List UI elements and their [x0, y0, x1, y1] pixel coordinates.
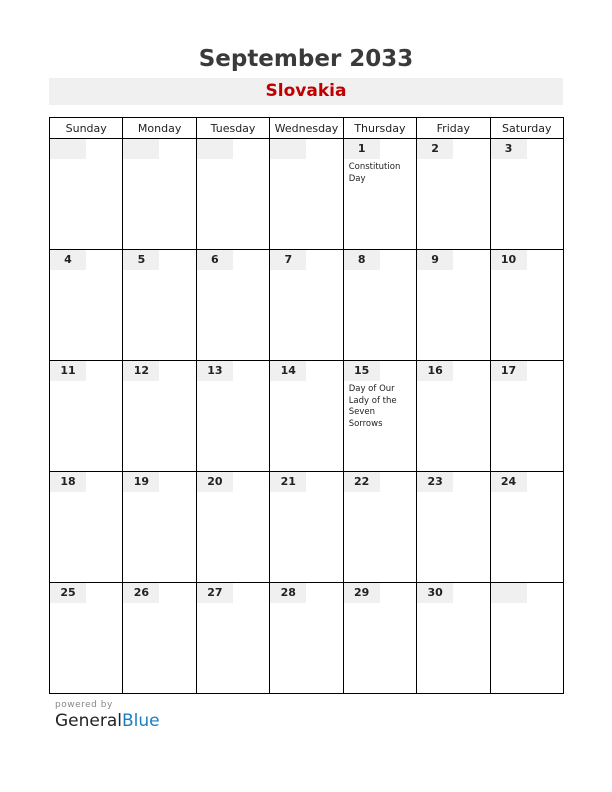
- day-number: 10: [491, 250, 527, 270]
- day-number: 6: [197, 250, 233, 270]
- day-number: 27: [197, 583, 233, 603]
- day-number: [491, 583, 527, 603]
- day-cell: [123, 361, 196, 472]
- day-number: 29: [344, 583, 380, 603]
- week-row: [50, 250, 564, 361]
- brand-blue: Blue: [122, 711, 160, 731]
- day-cell: [196, 250, 269, 361]
- day-cell: [490, 250, 563, 361]
- week-row: [50, 139, 564, 250]
- day-number: 16: [417, 361, 453, 381]
- day-cell: [196, 583, 269, 694]
- day-number: 14: [270, 361, 306, 381]
- day-cell: [123, 250, 196, 361]
- day-number: 1: [344, 139, 380, 159]
- empty-cell: [50, 139, 123, 250]
- day-cell: [270, 361, 343, 472]
- day-cell: [196, 361, 269, 472]
- day-number: 23: [417, 472, 453, 492]
- day-cell: [50, 250, 123, 361]
- weekday-sunday: Sunday: [50, 118, 123, 139]
- day-cell: [490, 472, 563, 583]
- day-number: 28: [270, 583, 306, 603]
- empty-cell: [270, 139, 343, 250]
- weekday-saturday: Saturday: [490, 118, 563, 139]
- day-number: 13: [197, 361, 233, 381]
- holiday-label: Day of Our Lady of the Seven Sorrows: [348, 384, 397, 429]
- day-number: 7: [270, 250, 306, 270]
- day-number: 17: [491, 361, 527, 381]
- empty-cell: [123, 139, 196, 250]
- day-cell: [270, 583, 343, 694]
- day-cell: [270, 472, 343, 583]
- day-number: 21: [270, 472, 306, 492]
- generalblue-logo[interactable]: [55, 711, 160, 731]
- week-row: [50, 472, 564, 583]
- day-number: [270, 139, 306, 159]
- empty-cell: [490, 583, 563, 694]
- day-number: 5: [123, 250, 159, 270]
- day-cell: [490, 139, 563, 250]
- day-cell: [196, 472, 269, 583]
- day-number: 9: [417, 250, 453, 270]
- day-number: 26: [123, 583, 159, 603]
- day-number: 3: [491, 139, 527, 159]
- footer: [55, 700, 160, 731]
- day-cell: [417, 472, 490, 583]
- day-number: 12: [123, 361, 159, 381]
- day-cell: [50, 583, 123, 694]
- weekday-friday: Friday: [417, 118, 490, 139]
- weekday-wednesday: Wednesday: [270, 118, 343, 139]
- day-cell: [123, 472, 196, 583]
- day-number: 30: [417, 583, 453, 603]
- day-cell: [417, 361, 490, 472]
- day-number: 4: [50, 250, 86, 270]
- week-row: [50, 361, 564, 472]
- page-title: September 2033: [198, 46, 414, 72]
- day-number: [123, 139, 159, 159]
- holiday-label: Constitution Day: [348, 162, 401, 184]
- powered-by-text: powered by: [55, 700, 113, 710]
- day-number: 22: [344, 472, 380, 492]
- day-number: 15: [344, 361, 380, 381]
- day-cell: [343, 250, 416, 361]
- day-cell: [490, 361, 563, 472]
- day-number: [197, 139, 233, 159]
- weekday-monday: Monday: [123, 118, 196, 139]
- day-cell: [270, 250, 343, 361]
- country-label: Slovakia: [49, 78, 563, 105]
- day-number: 8: [344, 250, 380, 270]
- week-row: [50, 583, 564, 694]
- day-number: 19: [123, 472, 159, 492]
- day-number: [50, 139, 86, 159]
- day-number: 20: [197, 472, 233, 492]
- day-number: 25: [50, 583, 86, 603]
- brand-general: General: [55, 711, 122, 731]
- day-number: 11: [50, 361, 86, 381]
- day-cell: [343, 139, 416, 250]
- weekday-thursday: Thursday: [343, 118, 416, 139]
- weekday-tuesday: Tuesday: [196, 118, 269, 139]
- day-cell: [50, 361, 123, 472]
- day-cell: [343, 361, 416, 472]
- day-cell: [123, 583, 196, 694]
- day-cell: [417, 583, 490, 694]
- day-cell: [343, 583, 416, 694]
- weekday-header: [50, 118, 564, 139]
- day-cell: [417, 250, 490, 361]
- day-cell: [50, 472, 123, 583]
- day-number: 2: [417, 139, 453, 159]
- day-number: 24: [491, 472, 527, 492]
- day-cell: [417, 139, 490, 250]
- day-cell: [343, 472, 416, 583]
- calendar-grid: [49, 117, 564, 694]
- empty-cell: [196, 139, 269, 250]
- day-number: 18: [50, 472, 86, 492]
